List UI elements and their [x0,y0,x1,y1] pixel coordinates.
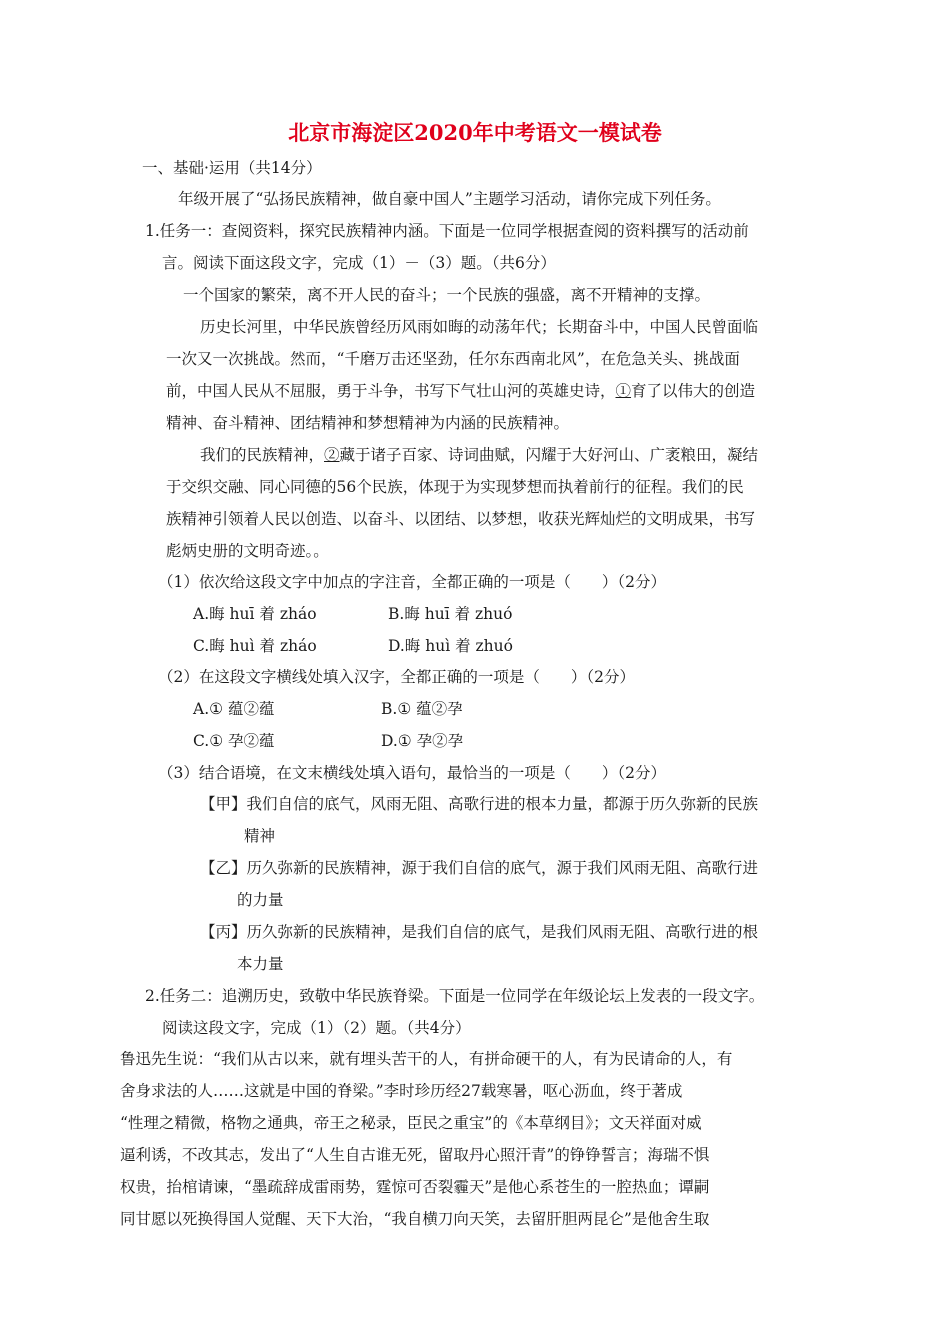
passage2-line4: 逼利诱，不改其志，发出了“人生自古谁无死，留取丹心照汗青”的铮铮誓言；海瑞不惧 [120,1146,710,1164]
blank-marker-2: ② [324,446,340,464]
passage1-text: 我们的民族精神， [200,446,325,464]
passage2-line2: 舍身求法的人……这就是中国的脊梁。”李时珍历经27载寒暑，呕心沥血，终于著成 [120,1082,683,1100]
question1-option-c: C.晦 huì 着 zháo [193,637,317,655]
page-title: 北京市海淀区2020年中考语文一模试卷 [288,120,662,145]
passage1-p2-line2: 一次又一次挑战。然而，“千磨万击还坚劲，任尔东西南北风”，在危急关头、挑战面 [166,350,740,368]
question3-option-bing-line1: 【丙】历久弥新的民族精神，是我们自信的底气，是我们风雨无阻、高歌行进的根 [200,923,759,941]
passage1-p2-line3 [166,381,755,401]
passage1-p1: 一个国家的繁荣，离不开人民的奋斗；一个民族的强盛，离不开精神的支撑。 [183,286,711,304]
section-intro: 年级开展了“弘扬民族精神，做自豪中国人”主题学习活动，请你完成下列任务。 [178,190,721,208]
passage1-p3-line3: 族精神引领着人民以创造、以奋斗、以团结、以梦想，收获光辉灿烂的文明成果，书写 [166,510,756,528]
question1-option-d: D.晦 huì 着 zhuó [388,637,513,655]
question2-stem: （2）在这段文字横线处填入汉字，全都正确的一项是（ ）（2分） [158,668,635,686]
task2-line1: 2.任务二：追溯历史，致敬中华民族脊梁。下面是一位同学在年级论坛上发表的一段文字。 [145,987,765,1005]
question3-option-yi-line1: 【乙】历久弥新的民族精神，源于我们自信的底气，源于我们风雨无阻、高歌行进 [200,859,759,877]
question1-stem: （1）依次给这段文字中加点的字注音，全都正确的一项是（ ）（2分） [158,573,666,591]
passage2-line6: 同甘愿以死换得国人觉醒、天下大治，“我自横刀向天笑，去留肝胆两昆仑”是他舍生取 [120,1210,710,1228]
passage1-text: 藏于诸子百家、诗词曲赋，闪耀于大好河山、广袤粮田，凝结 [339,446,759,464]
task2-line2: 阅读这段文字，完成（1）（2）题。（共4分） [162,1019,471,1037]
passage1-text: 前，中国人民从不屈服，勇于斗争，书写下气壮山河的英雄史诗， [166,382,616,400]
question3-option-bing-line2: 本力量 [237,955,284,973]
passage2-line1: 鲁迅先生说：“我们从古以来，就有埋头苦干的人，有拼命硬干的人，有为民请命的人，有 [120,1050,733,1068]
question3-option-jia-line2: 精神 [244,827,276,845]
task1-line2: 言。阅读下面这段文字，完成（1）－（3）题。（共6分） [162,254,556,272]
question3-option-yi-line2: 的力量 [237,891,284,909]
passage1-p2-line1: 历史长河里，中华民族曾经历风雨如晦的动荡年代；长期奋斗中，中国人民曾面临 [200,318,759,336]
passage1-p3-line4: 彪炳史册的文明奇迹。。 [166,542,329,560]
question2-option-b: B.① 蕴②孕 [381,700,463,718]
question3-option-jia-line1: 【甲】我们自信的底气，风雨无阻、高歌行进的根本力量，都源于历久弥新的民族 [200,795,759,813]
question1-option-a: A.晦 huī 着 zháo [193,605,317,623]
passage1-text: 育了以伟大的创造 [631,382,756,400]
task1-line1: 1.任务一：查阅资料，探究民族精神内涵。下面是一位同学根据查阅的资料撰写的活动前 [145,222,749,240]
question1-option-b: B.晦 huī 着 zhuó [388,605,513,623]
passage2-line3: “性理之精微，格物之通典，帝王之秘录，臣民之重宝”的《本草纲目》；文天祥面对威 [120,1114,702,1132]
question2-option-c: C.① 孕②蕴 [193,732,275,750]
question2-option-a: A.① 蕴②蕴 [193,700,275,718]
passage1-p3-line1 [200,445,758,465]
blank-marker-1: ① [615,382,632,400]
passage2-line5: 权贵，抬棺请谏，“墨疏辞成雷雨势，霆惊可否裂霾天”是他心系苍生的一腔热血；谭嗣 [120,1178,710,1196]
passage1-p3-line2: 于交织交融、同心同德的56个民族，体现于为实现梦想而执着前行的征程。我们的民 [166,478,744,496]
section-heading: 一、基础·运用（共14分） [142,159,322,177]
question3-stem: （3）结合语境，在文末横线处填入语句，最恰当的一项是（ ）（2分） [158,764,666,782]
question2-option-d: D.① 孕②孕 [381,732,464,750]
passage1-p2-line4: 精神、奋斗精神、团结精神和梦想精神为内涵的民族精神。 [166,414,570,432]
